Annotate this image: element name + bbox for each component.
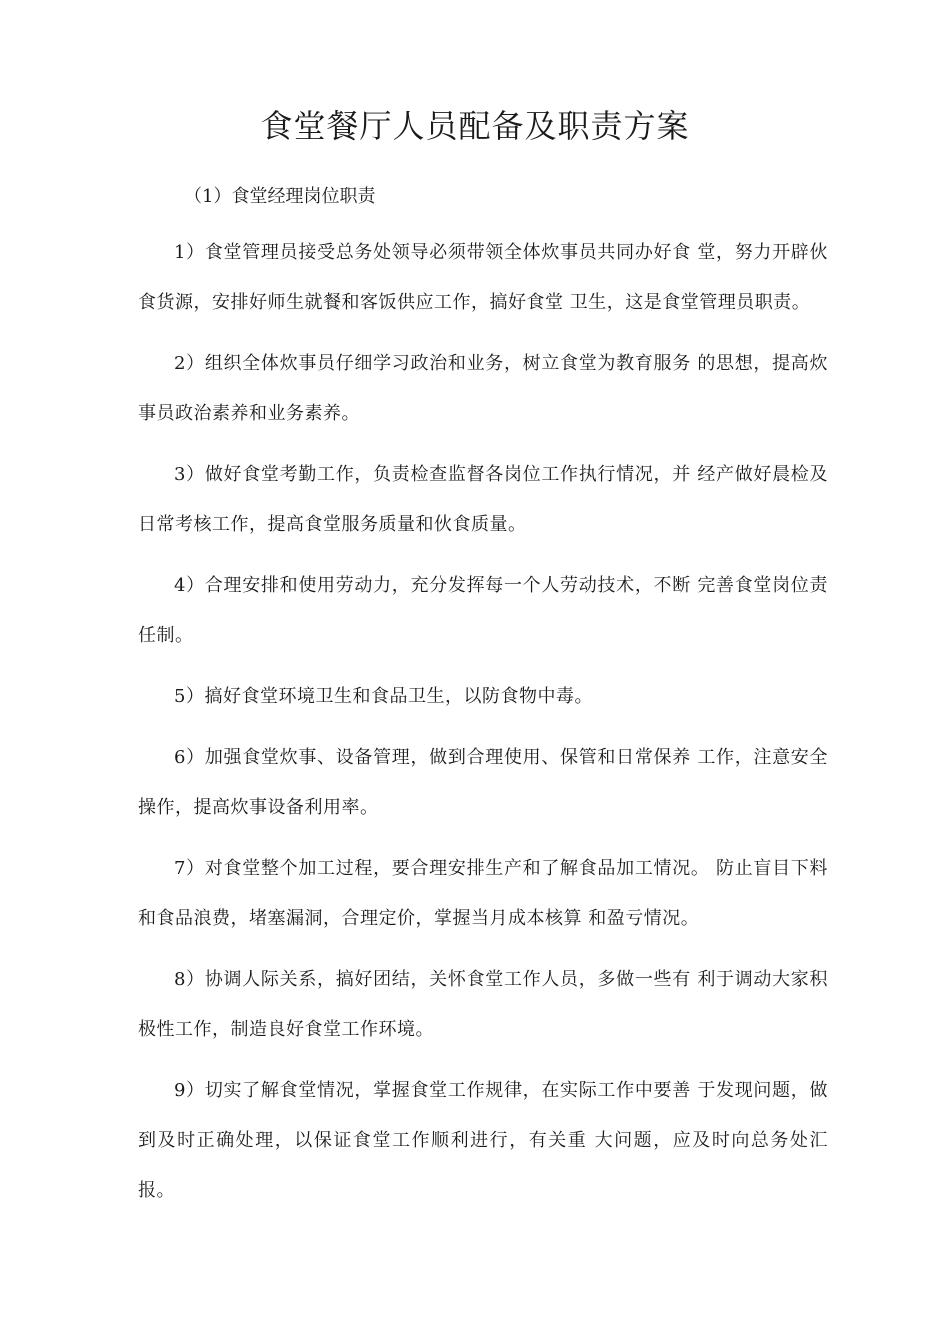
paragraph-6: 6）加强食堂炊事、设备管理，做到合理使用、保管和日常保养 工作，注意安全操作，提高炊事设备利用率。 bbox=[138, 747, 828, 818]
paragraph-3: 3）做好食堂考勤工作，负责检查监督各岗位工作执行情况，并 经产做好晨检及日常考核工作，提高食堂服务质量和伙食质量。 bbox=[138, 464, 828, 535]
document-body bbox=[138, 177, 828, 1216]
section-heading: （1）食堂经理岗位职责 bbox=[184, 186, 376, 207]
paragraph-7: 7）对食堂整个加工过程，要合理安排生产和了解食品加工情况。 防止盲目下料和食品浪费，堵塞漏洞，合理定价，掌握当月成本核算 和盈亏情况。 bbox=[138, 858, 828, 929]
paragraph-5: 5）搞好食堂环境卫生和食品卫生，以防食物中毒。 bbox=[174, 686, 593, 707]
paragraph-2: 2）组织全体炊事员仔细学习政治和业务，树立食堂为教育服务 的思想，提高炊事员政治素养和业务素养。 bbox=[138, 353, 828, 424]
paragraph-8: 8）协调人际关系，搞好团结，关怀食堂工作人员，多做一些有 利于调动大家积极性工作，制造良好食堂工作环境。 bbox=[138, 969, 828, 1040]
document-title: 食堂餐厅人员配备及职责方案 bbox=[260, 107, 690, 145]
paragraph-4: 4）合理安排和使用劳动力，充分发挥每一个人劳动技术，不断 完善食堂岗位责任制。 bbox=[138, 575, 828, 646]
paragraph-1: 1）食堂管理员接受总务处领导必须带领全体炊事员共同办好食 堂，努力开辟伙食货源，安排好师生就餐和客饭供应工作，搞好食堂 卫生，这是食堂管理员职责。 bbox=[138, 242, 828, 313]
paragraph-9: 9）切实了解食堂情况，掌握食堂工作规律，在实际工作中要善 于发现问题，做到及时正确处理，以保证食堂工作顺利进行，有关重 大问题，应及时向总务处汇报。 bbox=[138, 1080, 828, 1201]
